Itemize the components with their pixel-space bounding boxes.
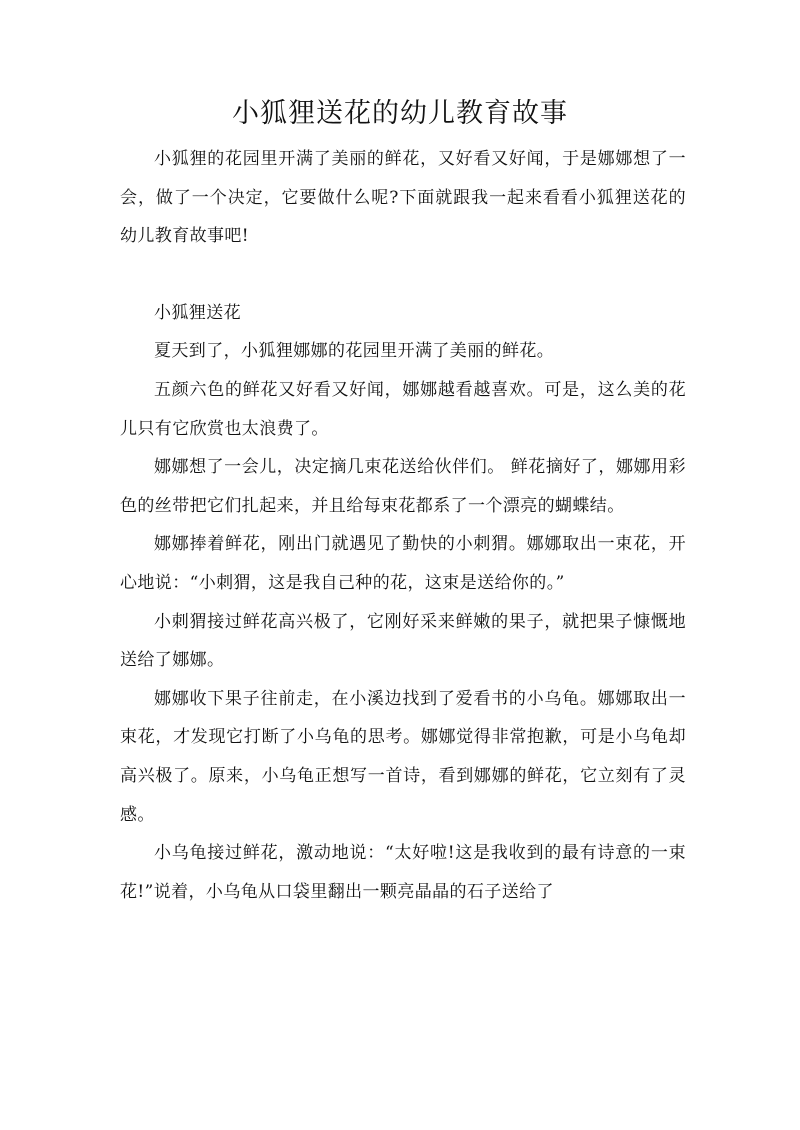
story-paragraph: 小刺猬接过鲜花高兴极了，它刚好采来鲜嫩的果子，就把果子慷慨地送给了娜娜。: [120, 611, 686, 671]
intro-paragraph: 小狐狸的花园里开满了美丽的鲜花，又好看又好闻，于是娜娜想了一会，做了一个决定，它要做什么呢?下面就跟我一起来看看小狐狸送花的幼儿教育故事吧!: [120, 149, 686, 247]
document-body: [120, 140, 686, 911]
story-paragraph: 夏天到了，小狐狸娜娜的花园里开满了美丽的鲜花。: [154, 341, 555, 362]
story-paragraph: 小乌龟接过鲜花，激动地说：“太好啦!这是我收到的最有诗意的一束花!”说着，小乌龟从口袋里翻出一颗亮晶晶的石子送给了: [120, 843, 686, 902]
document-title: 小狐狸送花的幼儿教育故事: [232, 98, 568, 129]
story-paragraph: 娜娜收下果子往前走，在小溪边找到了爱看书的小乌龟。娜娜取出一束花，才发现它打断了小乌龟的思考。娜娜觉得非常抱歉，可是小乌龟却高兴极了。原来，小乌龟正想写一首诗，看到娜娜的鲜花，它立刻有了灵感。: [120, 688, 686, 825]
story-paragraph: 娜娜捧着鲜花，刚出门就遇见了勤快的小刺猬。娜娜取出一束花，开心地说：“小刺猬，这是我自己种的花，这束是送给你的。”: [120, 534, 686, 593]
story-paragraph: 娜娜想了一会儿，决定摘几束花送给伙伴们。 鲜花摘好了，娜娜用彩色的丝带把它们扎起来，并且给每束花都系了一个漂亮的蝴蝶结。: [120, 457, 686, 516]
story-heading: 小狐狸送花: [154, 302, 241, 323]
story-paragraph: 五颜六色的鲜花又好看又好闻，娜娜越看越喜欢。可是，这么美的花儿只有它欣赏也太浪费了。: [120, 379, 686, 439]
